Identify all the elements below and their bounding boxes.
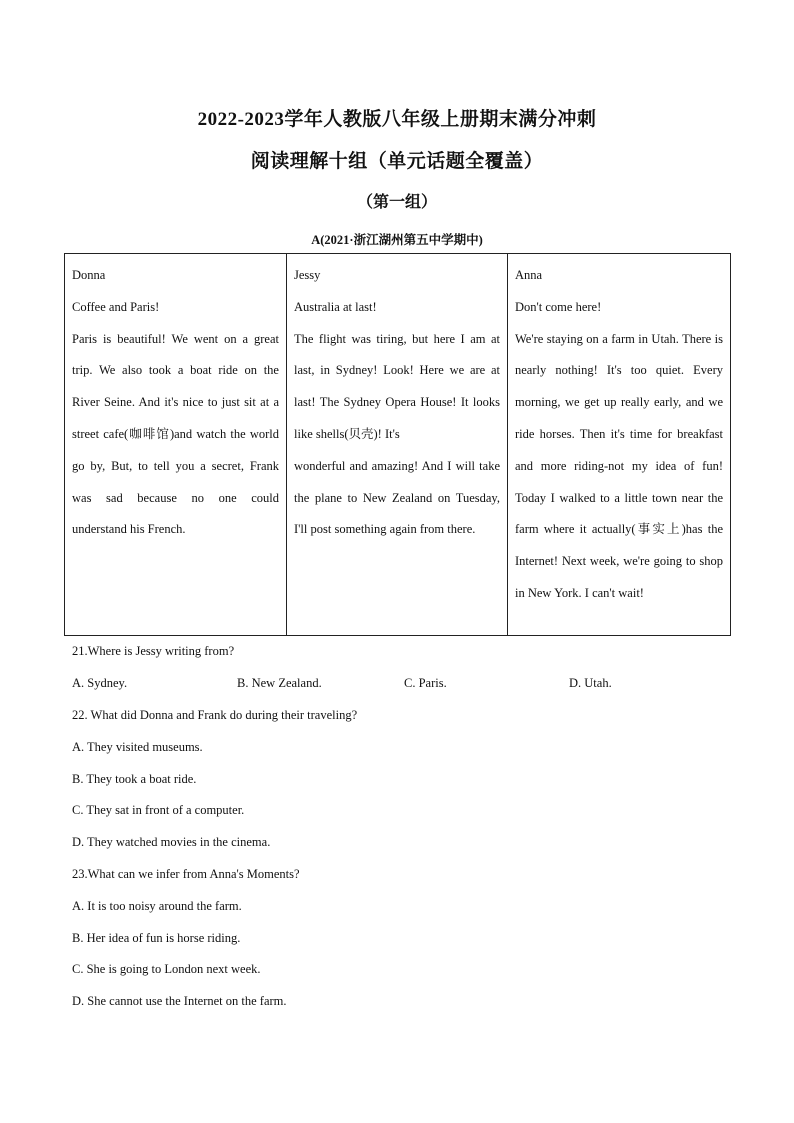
post-body: The flight was tiring, but here I am at last, in Sydney! Look! Here we are at last! The Sydney Opera House! It looks like shells(贝壳)! It's [294,331,500,441]
post-author: Anna [515,268,543,282]
moments-table [64,253,731,636]
option-a: A. Sydney. [72,676,128,690]
post-donna [65,254,287,636]
option-b: B. Her idea of fun is horse riding. [72,931,241,945]
option-c: C. Paris. [404,676,447,690]
option-c: C. They sat in front of a computer. [72,803,245,817]
option-d: D. She cannot use the Internet on the farm. [72,994,287,1008]
post-heading: Don't come here! [515,299,602,314]
question-stem: 21.Where is Jessy writing from? [72,644,235,658]
post-body: Paris is beautiful! We went on a great trip. We also took a boat ride on the River Seine. And it's nice to just sit at a street cafe(咖啡馆)and watch the world go by, But, to tell you a secret, Frank was sad because no one could understand his French. [72,331,279,537]
option-a: A. They visited museums. [72,740,203,754]
option-d: D. Utah. [569,676,612,690]
option-d: D. They watched movies in the cinema. [72,835,271,849]
exam-subtitle: 阅读理解十组（单元话题全覆盖） [250,151,544,172]
post-heading: Australia at last! [294,299,377,314]
post-author: Donna [72,268,106,282]
section-label: A(2021·浙江湖州第五中学期中) [311,233,483,247]
post-heading: Coffee and Paris! [72,299,160,314]
question-stem: 23.What can we infer from Anna's Moments? [72,867,300,881]
post-jessy [287,254,508,636]
post-body-continued: wonderful and amazing! And I will take the plane to New Zealand on Tuesday, I'll post something again from there. [294,458,500,537]
post-body: We're staying on a farm in Utah. There is nearly nothing! It's too quiet. Every morning, we get up really early, and we ride horses. Then it's time for breakfast and more riding-not my idea of fun! Today I walked to a little town near the farm where it actually(事实上)has the Internet! Next week, we're going to shop in New York. I can't wait! [515,331,723,600]
group-label: （第一组） [356,194,437,211]
question-stem: 22. What did Donna and Frank do during their traveling? [72,708,358,722]
exam-title: 2022-2023学年人教版八年级上册期末满分冲刺 [197,109,597,130]
post-author: Jessy [294,268,321,282]
post-anna [508,254,731,636]
option-b: B. New Zealand. [237,676,322,690]
option-a: A. It is too noisy around the farm. [72,899,242,913]
option-b: B. They took a boat ride. [72,772,197,786]
option-c: C. She is going to London next week. [72,962,261,976]
